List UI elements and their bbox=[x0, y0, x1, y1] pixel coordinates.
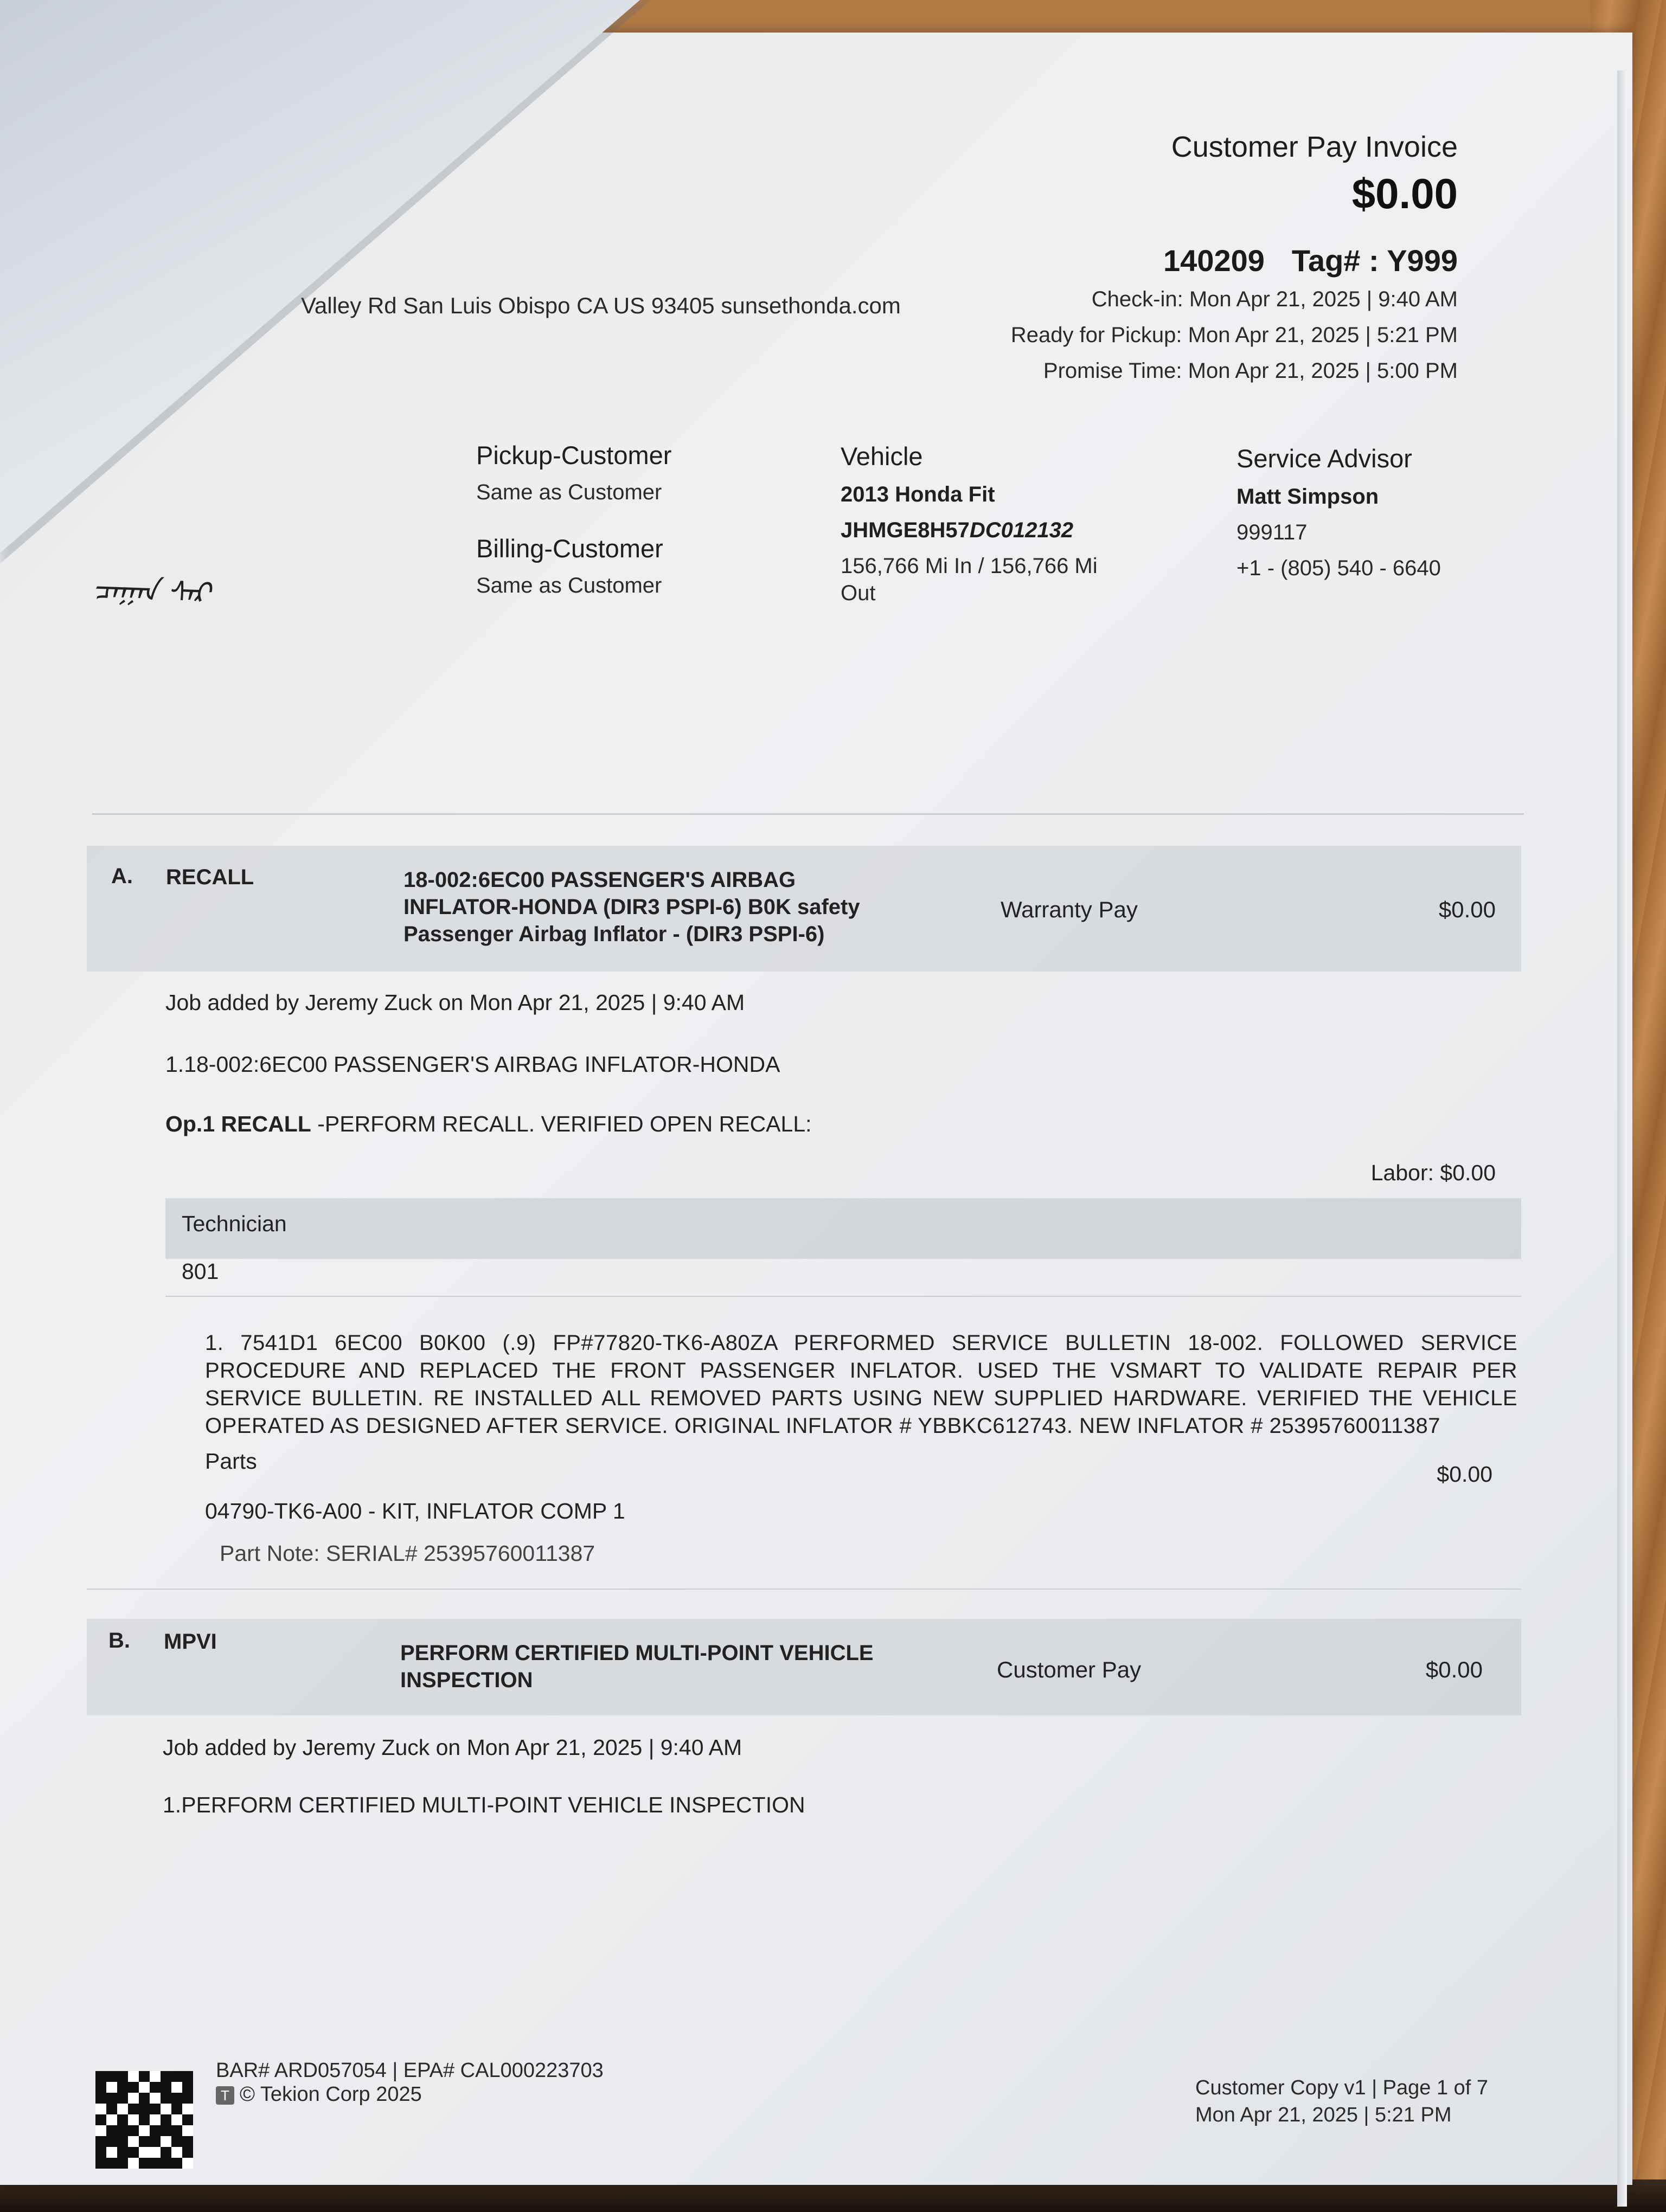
advisor-name: Matt Simpson bbox=[1236, 485, 1379, 509]
job-b-desc-line2: INSPECTION bbox=[400, 1668, 533, 1692]
job-b-code: MPVI bbox=[164, 1630, 217, 1654]
job-b-desc-line1: PERFORM CERTIFIED MULTI-POINT VEHICLE bbox=[400, 1641, 874, 1665]
technician-band bbox=[165, 1198, 1521, 1259]
advisor-heading: Service Advisor bbox=[1236, 444, 1412, 473]
tech-story: 1. 7541D1 6EC00 B0K00 (.9) FP#77820-TK6-A80ZA PERFORMED SERVICE BULLETIN 18-002. FOLLOWED SERVICE PROCEDURE AND REPLACED THE FRONT PASSENGER INFLATOR. USED THE VSMART TO VALIDATE REPAIR PER SERVICE BULLETIN. RE INSTALLED ALL REMOVED PARTS USING NEW SUPPLIED HARDWARE. VERIFIED THE VEHICLE OPERATED AS DESIGNED AFTER SERVICE. ORIGINAL INFLATOR # YBBKC612743. NEW INFLATOR # 25395760011387 bbox=[205, 1331, 1517, 1438]
ro-line bbox=[1163, 243, 1458, 278]
job-b-letter: B. bbox=[108, 1629, 130, 1652]
invoice-total: $0.00 bbox=[1351, 170, 1458, 217]
bar-epa: BAR# ARD057054 | EPA# CAL000223703 bbox=[216, 2059, 604, 2082]
job-a-desc-line3: Passenger Airbag Inflator - (DIR3 PSPI-6) bbox=[403, 922, 825, 946]
dealer-address: Valley Rd San Luis Obispo CA US 93405 sunsethonda.com bbox=[301, 293, 901, 318]
page-stack-edge bbox=[1617, 70, 1627, 2207]
job-b-header-band bbox=[87, 1619, 1521, 1715]
tag-number: Tag# : Y999 bbox=[1291, 243, 1458, 278]
billing-heading: Billing-Customer bbox=[476, 534, 663, 563]
advisor-phone: +1 - (805) 540 - 6640 bbox=[1236, 556, 1441, 580]
pickup-value: Same as Customer bbox=[476, 480, 662, 504]
mileage-line1: 156,766 Mi In / 156,766 Mi bbox=[841, 554, 1098, 578]
job-a-desc-line1: 18-002:6EC00 PASSENGER'S AIRBAG bbox=[403, 868, 796, 892]
qr-code bbox=[95, 2071, 193, 2169]
copyright bbox=[216, 2083, 422, 2106]
vin-prefix: JHMGE8H57 bbox=[841, 518, 970, 542]
job-b-pay-type: Customer Pay bbox=[997, 1657, 1142, 1682]
check-in: Check-in: Mon Apr 21, 2025 | 9:40 AM bbox=[1091, 287, 1458, 311]
invoice-title: Customer Pay Invoice bbox=[1171, 131, 1458, 163]
customer-signature: ᠴᠠᠭᠠᠨ ᠰᠠᠷ bbox=[91, 572, 211, 610]
technician-label: Technician bbox=[182, 1211, 287, 1236]
job-a-labor: Labor: $0.00 bbox=[1370, 1160, 1496, 1185]
invoice-page bbox=[0, 33, 1632, 2185]
op-code: RECALL bbox=[221, 1111, 311, 1136]
job-a-desc-line2: INFLATOR-HONDA (DIR3 PSPI-6) B0K safety bbox=[403, 895, 860, 919]
parts-amount: $0.00 bbox=[1437, 1462, 1492, 1487]
promise-time: Promise Time: Mon Apr 21, 2025 | 5:00 PM bbox=[1043, 359, 1458, 383]
vehicle-vin bbox=[841, 518, 1073, 543]
job-b-amount: $0.00 bbox=[1425, 1657, 1483, 1682]
advisor-id: 999117 bbox=[1236, 520, 1308, 544]
ro-number: 140209 bbox=[1163, 243, 1265, 278]
op-text: -PERFORM RECALL. VERIFIED OPEN RECALL: bbox=[317, 1111, 812, 1136]
technician-divider bbox=[165, 1296, 1521, 1297]
part-note: Part Note: SERIAL# 25395760011387 bbox=[220, 1541, 595, 1566]
print-date: Mon Apr 21, 2025 | 5:21 PM bbox=[1195, 2104, 1452, 2126]
copy-page: Customer Copy v1 | Page 1 of 7 bbox=[1195, 2076, 1489, 2099]
section-divider bbox=[92, 813, 1524, 815]
job-a-code: RECALL bbox=[166, 865, 254, 889]
ready-for-pickup: Ready for Pickup: Mon Apr 21, 2025 | 5:21 PM bbox=[1010, 323, 1458, 347]
vin-suffix: DC012132 bbox=[969, 518, 1074, 542]
tekion-logo-icon: T bbox=[216, 2086, 234, 2105]
job-b-added-by: Job added by Jeremy Zuck on Mon Apr 21, 2025 | 9:40 AM bbox=[163, 1735, 742, 1760]
part-line: 04790-TK6-A00 - KIT, INFLATOR COMP 1 bbox=[205, 1499, 625, 1523]
job-a-line1: 1.18-002:6EC00 PASSENGER'S AIRBAG INFLATOR-HONDA bbox=[165, 1052, 780, 1077]
technician-value: 801 bbox=[182, 1259, 219, 1284]
vehicle-heading: Vehicle bbox=[841, 442, 923, 471]
vehicle-model: 2013 Honda Fit bbox=[841, 483, 995, 506]
copyright-text: © Tekion Corp 2025 bbox=[240, 2083, 422, 2106]
job-a-amount: $0.00 bbox=[1438, 897, 1496, 922]
job-a-pay-type: Warranty Pay bbox=[1001, 897, 1138, 922]
job-a-letter: A. bbox=[111, 864, 133, 888]
billing-value: Same as Customer bbox=[476, 574, 662, 597]
mileage-line2: Out bbox=[841, 581, 876, 605]
parts-label: Parts bbox=[205, 1449, 257, 1474]
op-prefix: Op.1 bbox=[165, 1111, 215, 1136]
job-a-op-line bbox=[165, 1111, 812, 1137]
pickup-heading: Pickup-Customer bbox=[476, 441, 672, 470]
job-b-line1: 1.PERFORM CERTIFIED MULTI-POINT VEHICLE INSPECTION bbox=[163, 1792, 805, 1817]
job-a-divider bbox=[87, 1589, 1521, 1590]
job-a-added-by: Job added by Jeremy Zuck on Mon Apr 21, 2025 | 9:40 AM bbox=[165, 990, 745, 1015]
